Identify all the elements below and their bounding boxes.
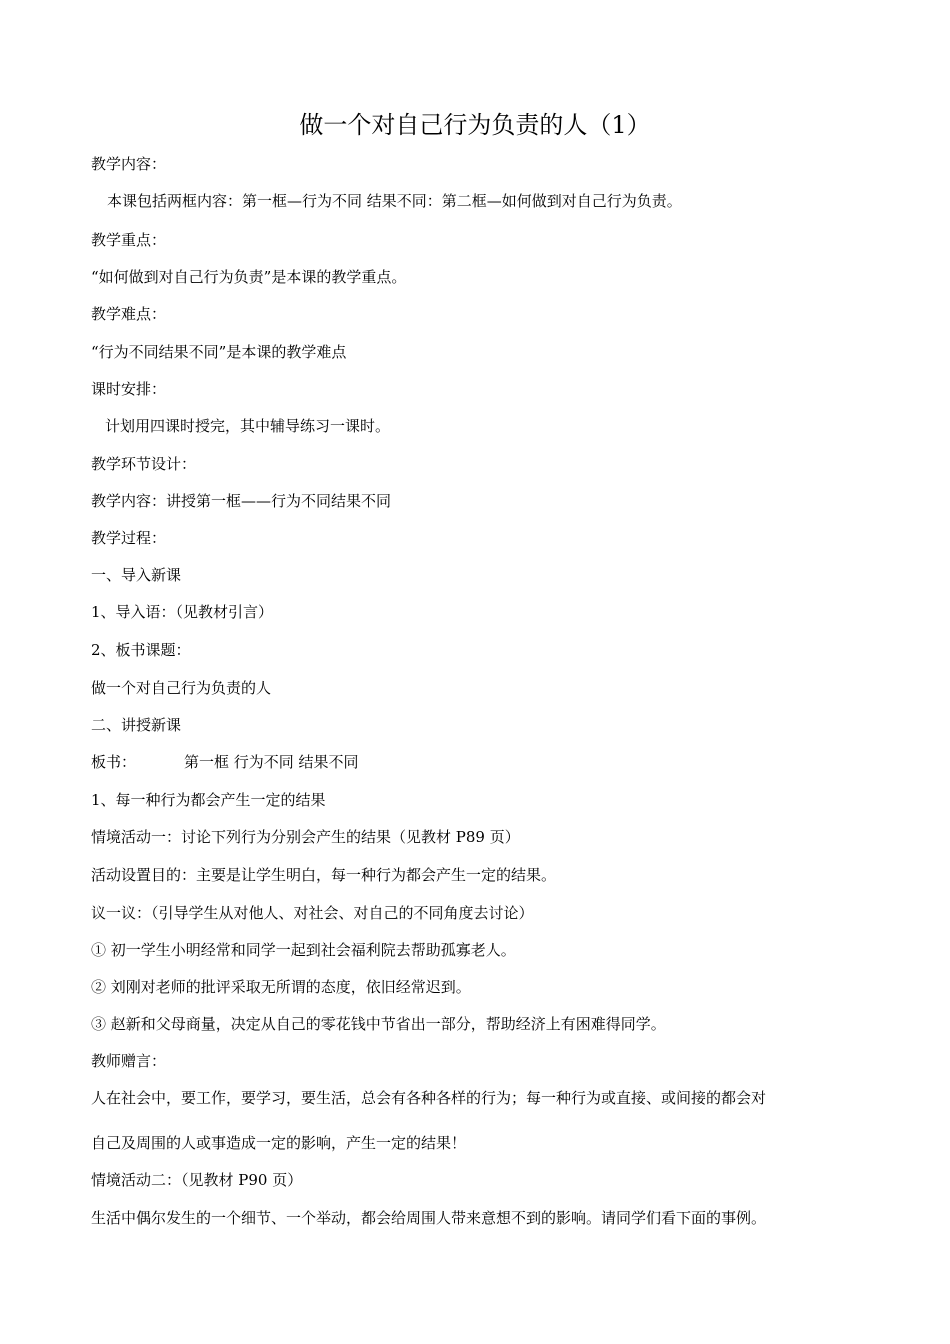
heading-schedule: 课时安排： [91, 380, 167, 398]
heading-design: 教学环节设计： [91, 455, 197, 473]
list-item-2: ② 刘刚对老师的批评采取无所谓的态度，依旧经常迟到。 [91, 978, 471, 996]
paragraph-difficulty: “行为不同结果不同”是本课的教学难点 [91, 343, 347, 361]
board-content: 第一框 行为不同 结果不同 [184, 753, 359, 771]
activity-purpose: 活动设置目的：主要是让学生明白，每一种行为都会产生一定的结果。 [91, 866, 557, 884]
paragraph-lesson-title: 做一个对自己行为负责的人 [91, 679, 272, 697]
list-item-1: ① 初一学生小明经常和同学一起到社会福利院去帮助孤寡老人。 [91, 941, 516, 959]
heading-process: 教学过程： [91, 529, 167, 547]
teacher-message-line-2: 自己及周围的人或事造成一定的影响，产生一定的结果！ [91, 1134, 467, 1152]
discussion-prompt: 议一议：（引导学生从对他人、对社会、对自己的不同角度去讨论） [91, 904, 534, 922]
paragraph-key-point: “如何做到对自己行为负责”是本课的教学重点。 [91, 268, 407, 286]
section-intro: 一、导入新课 [91, 566, 182, 584]
section-new-lesson: 二、讲授新课 [91, 716, 182, 734]
activity-one: 情境活动一：讨论下列行为分别会产生的结果（见教材 P89 页） [91, 828, 520, 846]
heading-key-point: 教学重点： [91, 231, 167, 249]
document-title: 做一个对自己行为负责的人（1） [299, 111, 651, 139]
board-label: 板书： [91, 753, 137, 771]
paragraph-lesson-content: 教学内容：讲授第一框——行为不同结果不同 [91, 492, 392, 510]
activity-two: 情境活动二：（见教材 P90 页） [91, 1171, 303, 1189]
board-line [91, 751, 359, 773]
teacher-message-line-1: 人在社会中，要工作，要学习，要生活，总会有各种各样的行为；每一种行为或直接、或间接的都会对 [91, 1089, 767, 1107]
paragraph-example-intro: 生活中偶尔发生的一个细节、一个举动，都会给周围人带来意想不到的影响。请同学们看下面的事例。 [91, 1209, 767, 1227]
item-intro-speech: 1、导入语：（见教材引言） [91, 603, 274, 621]
paragraph-schedule: 计划用四课时授完，其中辅导练习一课时。 [105, 417, 391, 435]
heading-teaching-content: 教学内容： [91, 155, 167, 173]
paragraph-content-summary: 本课包括两框内容：第一框—行为不同 结果不同：第二框—如何做到对自己行为负责。 [107, 192, 682, 210]
subheading-behavior-result: 1、每一种行为都会产生一定的结果 [91, 791, 326, 809]
list-item-3: ③ 赵新和父母商量，决定从自己的零花钱中节省出一部分，帮助经济上有困难得同学。 [91, 1015, 666, 1033]
item-board-title: 2、板书课题： [91, 641, 191, 659]
heading-difficulty: 教学难点： [91, 305, 167, 323]
heading-teacher-message: 教师赠言： [91, 1052, 167, 1070]
